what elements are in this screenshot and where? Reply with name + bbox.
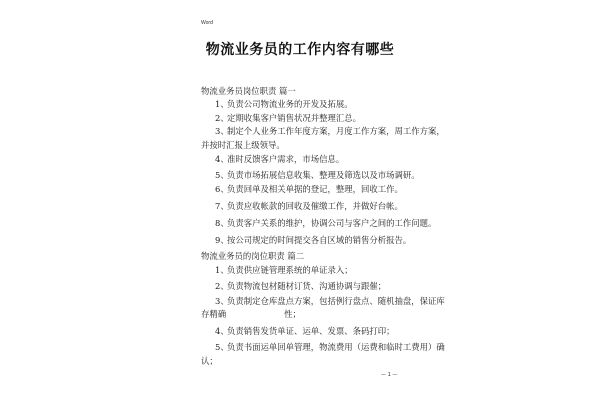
list-item [215,296,445,307]
item-text: 负责回单及相关单据的登记，整理，回收工作。 [227,184,403,194]
item-continuation [201,309,301,320]
list-item [215,235,411,246]
item-continuation: 并按时汇报上级领导。 [201,140,285,150]
item-number: 2、 [215,113,229,123]
list-item [215,326,395,337]
list-item [215,184,403,195]
item-continuation: 认； [201,356,218,366]
list-item [215,218,436,229]
page-number: — 1 — [381,372,398,378]
item-number: 7、 [215,201,229,211]
list-item [215,154,344,165]
list-item [215,126,445,137]
document-title: 物流业务员的工作内容有哪些 [205,42,395,58]
list-item [215,113,361,124]
item-text: 负责供应链管理系统的单证录入； [227,265,353,275]
section-heading-1: 物流业务员岗位职责 篇一 [201,86,296,96]
list-item [215,281,386,292]
item-number: 8、 [215,218,229,228]
section-heading-2: 物流业务员的岗位职责 篇二 [201,251,305,261]
item-text: 定期收集客户销售状况并整理汇总。 [227,113,361,123]
item-text: 负责物流包材随材订货、沟通协调与跟催； [227,281,387,291]
item-text: 负责客户关系的维护，协调公司与客户之间的工作问题。 [227,218,437,228]
item-number: 9、 [215,235,229,245]
item-text: 按公司规定的时间提交各自区域的销售分析报告。 [227,235,412,245]
item-number: 1、 [215,265,229,275]
item-number: 4、 [215,326,229,336]
header-label: Word [201,20,213,26]
item-text: 准时反馈客户需求，市场信息。 [227,154,345,164]
item-number: 5、 [215,170,229,180]
list-item [215,265,353,276]
item-text: 制定个人业务工作年度方案，月度工作方案，周工作方案， [227,126,445,136]
continuation-part-a: 存精确 [201,309,227,319]
item-text: 负责公司物流业务的开发及拓展。 [227,99,353,109]
item-text: 负责书面运单回单管理，物流费用（运费和临时工费用）确 [227,342,445,352]
list-item [215,342,445,353]
list-item [215,170,420,181]
item-number: 4、 [215,154,229,164]
item-number: 3、 [215,296,229,306]
item-text: 负责制定仓库盘点方案，包括例行盘点、随机抽盘，保证库 [227,296,445,306]
item-text: 负责市场拓展信息收集、整理及筛选以及市场调研。 [227,170,420,180]
item-number: 1、 [215,99,229,109]
item-number: 6、 [215,184,229,194]
continuation-part-b: 性； [284,309,301,319]
item-number: 3、 [215,126,229,136]
item-number: 2、 [215,281,229,291]
item-number: 5、 [215,342,229,352]
item-text: 负责销售发货单证、运单、发票、条码打印； [227,326,395,336]
list-item [215,99,353,110]
list-item [215,201,403,212]
item-text: 负责应收帐款的回收及催缴工作，并做好台帐。 [227,201,403,211]
